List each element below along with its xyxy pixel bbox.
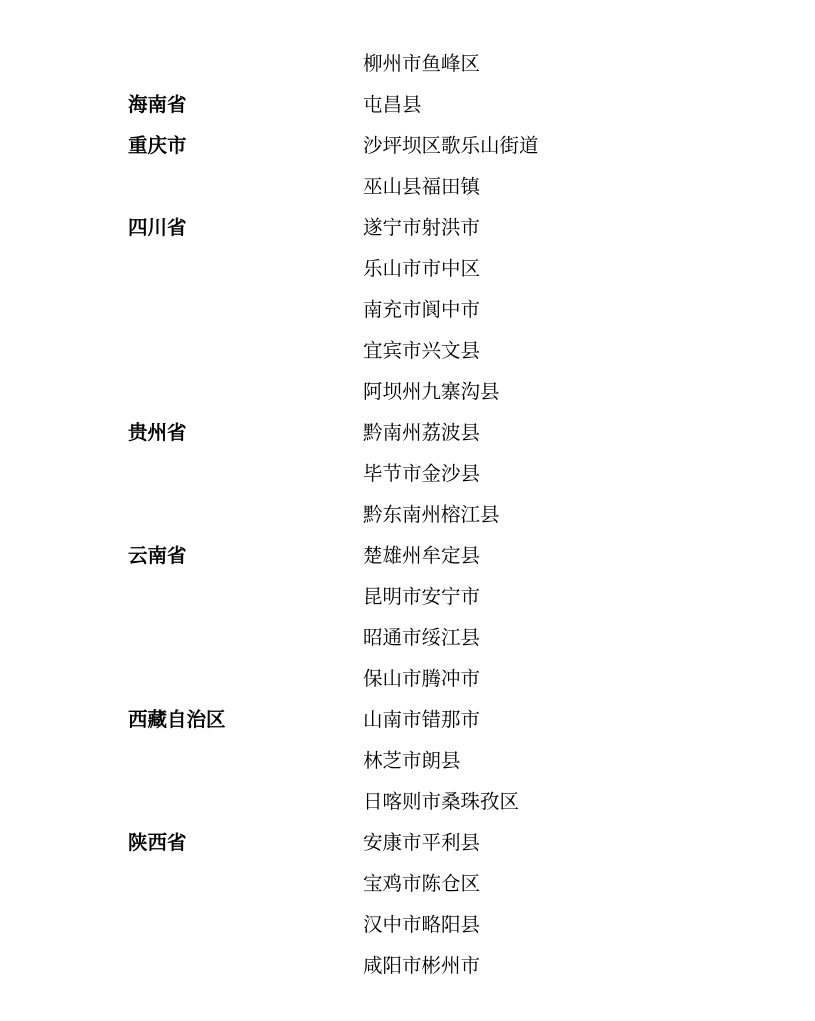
region-cell: 宜宾市兴文县 bbox=[363, 341, 481, 362]
table-row bbox=[0, 208, 815, 249]
province-cell: 四川省 bbox=[128, 218, 187, 239]
province-cell: 海南省 bbox=[128, 95, 187, 116]
table-row bbox=[0, 782, 815, 823]
region-cell: 昆明市安宁市 bbox=[363, 587, 481, 608]
table-row bbox=[0, 44, 815, 85]
province-cell: 西藏自治区 bbox=[128, 710, 226, 731]
region-cell: 遂宁市射洪市 bbox=[363, 218, 481, 239]
table-row bbox=[0, 577, 815, 618]
table-row bbox=[0, 741, 815, 782]
region-cell: 安康市平利县 bbox=[363, 833, 481, 854]
table-row bbox=[0, 413, 815, 454]
region-cell: 保山市腾冲市 bbox=[363, 669, 481, 690]
region-cell: 沙坪坝区歌乐山街道 bbox=[363, 136, 539, 157]
province-cell: 云南省 bbox=[128, 546, 187, 567]
table-row bbox=[0, 85, 815, 126]
region-cell: 阿坝州九寨沟县 bbox=[363, 382, 500, 403]
table-row bbox=[0, 331, 815, 372]
region-cell: 南充市阆中市 bbox=[363, 300, 481, 321]
table-row bbox=[0, 946, 815, 987]
table-row bbox=[0, 700, 815, 741]
table-row bbox=[0, 905, 815, 946]
region-cell: 毕节市金沙县 bbox=[363, 464, 481, 485]
province-region-list bbox=[0, 44, 815, 987]
region-cell: 楚雄州牟定县 bbox=[363, 546, 481, 567]
province-cell: 重庆市 bbox=[128, 136, 187, 157]
region-cell: 黔东南州榕江县 bbox=[363, 505, 500, 526]
region-cell: 日喀则市桑珠孜区 bbox=[363, 792, 520, 813]
region-cell: 宝鸡市陈仓区 bbox=[363, 874, 481, 895]
table-row bbox=[0, 167, 815, 208]
province-cell: 陕西省 bbox=[128, 833, 187, 854]
region-cell: 乐山市市中区 bbox=[363, 259, 481, 280]
table-row bbox=[0, 126, 815, 167]
province-cell: 贵州省 bbox=[128, 423, 187, 444]
region-cell: 咸阳市彬州市 bbox=[363, 956, 481, 977]
region-cell: 黔南州荔波县 bbox=[363, 423, 481, 444]
table-row bbox=[0, 536, 815, 577]
region-cell: 汉中市略阳县 bbox=[363, 915, 481, 936]
table-row bbox=[0, 454, 815, 495]
table-row bbox=[0, 495, 815, 536]
table-row bbox=[0, 372, 815, 413]
table-row bbox=[0, 659, 815, 700]
table-row bbox=[0, 618, 815, 659]
table-row bbox=[0, 249, 815, 290]
table-row bbox=[0, 864, 815, 905]
region-cell: 巫山县福田镇 bbox=[363, 177, 481, 198]
region-cell: 山南市错那市 bbox=[363, 710, 481, 731]
region-cell: 柳州市鱼峰区 bbox=[363, 54, 481, 75]
region-cell: 昭通市绥江县 bbox=[363, 628, 481, 649]
table-row bbox=[0, 823, 815, 864]
region-cell: 屯昌县 bbox=[363, 95, 422, 116]
region-cell: 林芝市朗县 bbox=[363, 751, 461, 772]
table-row bbox=[0, 290, 815, 331]
